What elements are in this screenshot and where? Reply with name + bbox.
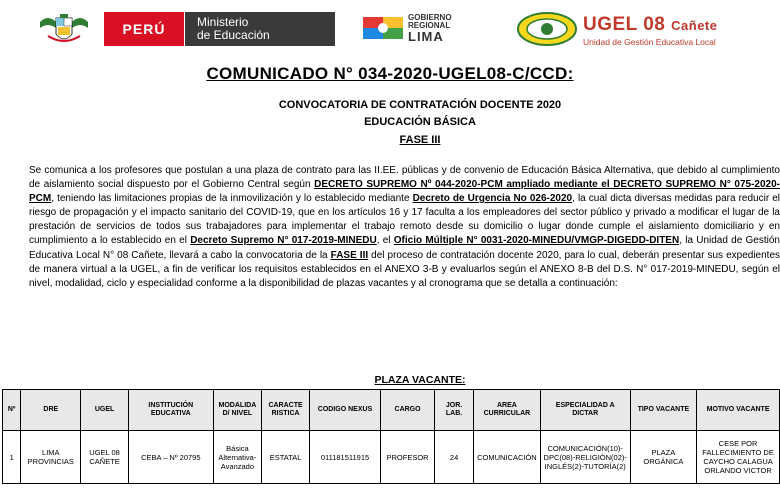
column-header: ESPECIALIDAD A DICTAR: [540, 390, 630, 431]
vacancy-table: [2, 389, 780, 484]
paragraph-text: Se comunica a los profesores que postulan a una plaza de contrato para las II.EE. públicas y de convenio de Educación Básica Alternativa, que debido al cumplimiento de aislamiento social dispuesto por el Gobierno Central según: [29, 165, 780, 191]
ministerio-line1: Ministerio: [197, 15, 249, 29]
plaza-vacante-title: PLAZA VACANTE:: [374, 374, 466, 386]
column-header: CARGO: [380, 390, 434, 431]
body-paragraph: [29, 164, 780, 324]
column-header: MODALIDA D/ NIVEL: [213, 390, 261, 431]
bold-reference: FASE III: [330, 249, 369, 261]
gobierno-regional-text: [408, 14, 482, 43]
column-header: Nº: [3, 390, 21, 431]
column-header: UGEL: [81, 390, 129, 431]
paragraph-text: , la cual dicta diversas medidas para reducir el riesgo de propagación y el impacto sanitario del COVID-19, que en los artículos 16 y 17 faculta a los empleadores del sector público y privado a modificar el lugar de la prestación de servicios de todos sus trabajadores para implementar el trabajo remoto desde su domicilio o lugar donde cumple el aislamiento domiciliario y en cumplimiento a lo establecido en el: [29, 193, 780, 247]
gobierno-regional-icon: [363, 15, 405, 41]
table-cell: CESE POR FALLECIMIENTO DE CAYCHO CALAGUA ORLANDO VICTOR: [697, 431, 780, 484]
table-cell: PLAZA ORGÁNICA: [630, 431, 696, 484]
peru-label: PERÚ: [122, 21, 166, 37]
document-subtitle-3: FASE III: [399, 134, 441, 146]
table-body: [3, 431, 780, 484]
table-row: [3, 431, 780, 484]
document-subtitle-2: EDUCACIÓN BÁSICA: [364, 116, 476, 128]
ugel-emblem-icon: [517, 12, 577, 46]
bold-reference: Decreto de Urgencia No 026-2020: [412, 193, 573, 205]
table-cell: 011181511915: [310, 431, 381, 484]
ministerio-logo: [185, 12, 335, 46]
column-header: JOR. LAB.: [435, 390, 474, 431]
header-logos: [0, 0, 780, 62]
column-header: DRE: [21, 390, 81, 431]
table-header-row: [3, 390, 780, 431]
column-header: TIPO VACANTE: [630, 390, 696, 431]
table-cell: COMUNICACIÓN: [474, 431, 541, 484]
ugel-name: UGEL 08: [583, 14, 666, 35]
column-header: MOTIVO VACANTE: [697, 390, 780, 431]
table-cell: 24: [435, 431, 474, 484]
ugel-city: Cañete: [671, 18, 718, 33]
document-subtitle-1: CONVOCATORIA DE CONTRATACIÓN DOCENTE 2020: [278, 99, 562, 111]
table-cell: COMUNICACIÓN(10)-DPC(08)-RELIGIÓN(02)-INGLÉS(2)-TUTORÍA(2): [540, 431, 630, 484]
table-cell: ESTATAL: [262, 431, 310, 484]
ugel-subtitle: Unidad de Gestión Educativa Local: [583, 37, 716, 47]
gob-line3: LIMA: [408, 29, 444, 44]
table-cell: Básica Alternativa-Avanzado: [213, 431, 261, 484]
peru-logo: [104, 12, 184, 46]
table-cell: PROFESOR: [380, 431, 434, 484]
column-header: INSTITUCIÓN EDUCATIVA: [128, 390, 213, 431]
paragraph-text: , teniendo las limitaciones propias de la inmovilización y lo establecido mediante: [51, 193, 413, 205]
table-cell: 1: [3, 431, 21, 484]
paragraph-text: del proceso de contratación docente 2020, para lo cual, deberán presentar sus expedientes de manera virtual a la UGEL, a fin de verificar los requisitos establecidos en el ANEXO 3-B y evaluarlos según el ANEXO 8-B del D.S. N° 017-2019-MINEDU, según el nivel, modalidad, ciclo y especialidad conforme a la disponibilidad de plazas vacantes y al cronograma que se detalla a continuación:: [29, 249, 780, 289]
peru-coat-of-arms-icon: [38, 12, 90, 46]
document-title: COMUNICADO N° 034-2020-UGEL08-C/CCD:: [206, 64, 574, 83]
gob-line1: GOBIERNO: [408, 13, 452, 22]
table-cell: CEBA – Nº 20795: [128, 431, 213, 484]
paragraph-text: , la Unidad de Gestión Educativa Local N° 08 Cañete, llevará a cabo la convocatoria de la: [29, 235, 780, 261]
bold-reference: Oficio Múltiple N° 0031-2020-MINEDU/VMGP-DIGEDD-DITEN: [393, 235, 680, 247]
ugel-title: [583, 14, 718, 36]
column-header: AREA CURRICULAR: [474, 390, 541, 431]
table-cell: LIMA PROVINCIAS: [21, 431, 81, 484]
table-cell: UGEL 08 CAÑETE: [81, 431, 129, 484]
bold-reference: DECRETO SUPREMO Nº 044-2020-PCM ampliado mediante el DECRETO SUPREMO N° 075-2020-PCM: [29, 179, 780, 205]
column-header: CARACTE RISTICA: [262, 390, 310, 431]
ministerio-line2: de Educación: [197, 28, 270, 42]
column-header: CODIGO NEXUS: [310, 390, 381, 431]
paragraph-text: , el: [376, 235, 394, 247]
bold-reference: Decreto Supremo N° 017-2019-MINEDU: [190, 235, 377, 247]
gob-line2: REGIONAL: [408, 21, 451, 30]
